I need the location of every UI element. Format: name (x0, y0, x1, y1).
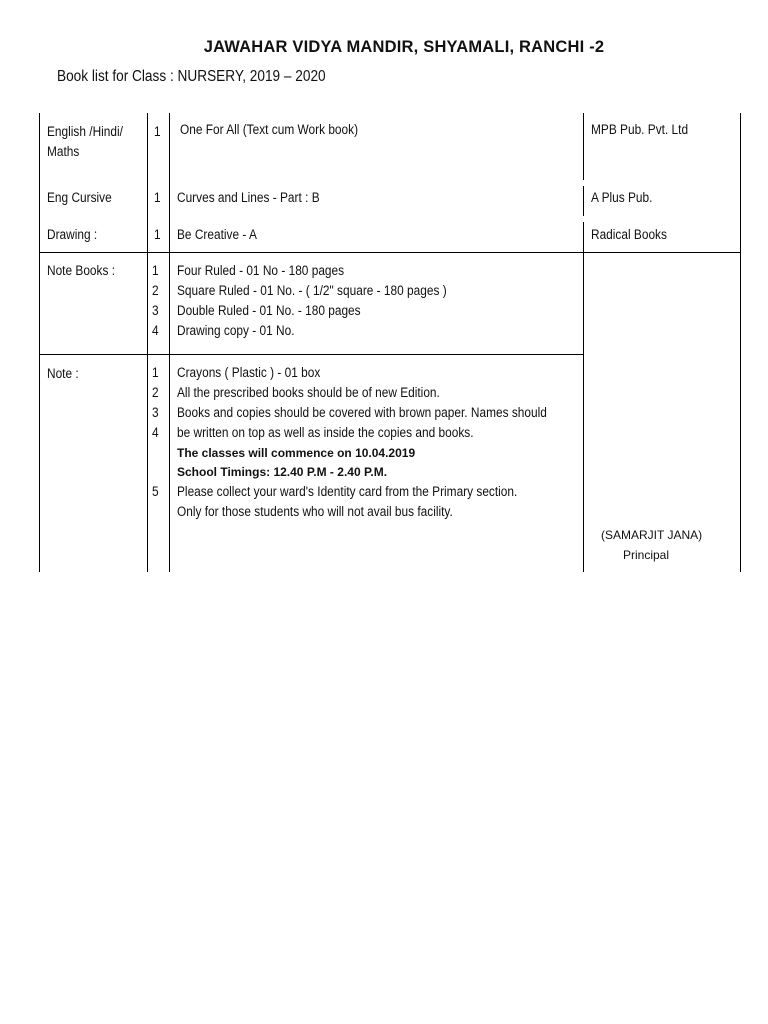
table-row-divider (39, 252, 741, 253)
note-text: Books and copies should be covered with brown paper. Names should (177, 405, 547, 420)
school-timings: School Timings: 12.40 P.M - 2.40 P.M. (177, 465, 388, 479)
book-cell: Double Ruled - 01 No. - 180 pages (177, 303, 361, 318)
number-cell: 1 (154, 227, 161, 242)
table-divider-publisher (583, 113, 584, 180)
book-cell: Square Ruled - 01 No. - ( 1/2" square - 180 pages ) (177, 283, 447, 298)
note-text: be written on top as well as inside the copies and books. (177, 425, 474, 440)
subject-cell: Note : (47, 366, 79, 381)
number-cell: 5 (152, 484, 159, 499)
table-border-left (39, 113, 40, 572)
table-divider-publisher (583, 222, 584, 572)
table-border-right (740, 113, 741, 572)
table-divider-book (169, 113, 170, 572)
number-cell: 2 (152, 283, 159, 298)
table-divider-publisher (583, 186, 584, 216)
number-cell: 3 (152, 405, 159, 420)
book-cell: Drawing copy - 01 No. (177, 323, 295, 338)
table-divider-no (147, 113, 148, 572)
document-title: JAWAHAR VIDYA MANDIR, SHYAMALI, RANCHI -2 (203, 38, 605, 56)
subject-cell: English /Hindi/ (47, 124, 123, 139)
number-cell: 4 (152, 323, 159, 338)
subject-cell: Eng Cursive (47, 190, 112, 205)
note-text: Crayons ( Plastic ) - 01 box (177, 365, 321, 380)
book-cell: Four Ruled - 01 No - 180 pages (177, 263, 345, 278)
book-cell: Be Creative - A (177, 227, 257, 242)
signatory-name: (SAMARJIT JANA) (601, 528, 703, 542)
number-cell: 1 (154, 190, 161, 205)
table-row-divider (39, 354, 584, 355)
subject-cell: Maths (47, 144, 80, 159)
book-cell: Curves and Lines - Part : B (177, 190, 320, 205)
number-cell: 1 (152, 263, 159, 278)
publisher-cell: MPB Pub. Pvt. Ltd (591, 122, 689, 137)
commencement-notice: The classes will commence on 10.04.2019 (177, 446, 416, 460)
book-cell: One For All (Text cum Work book) (180, 122, 359, 137)
signatory-title: Principal (623, 548, 670, 562)
number-cell: 4 (152, 425, 159, 440)
publisher-cell: A Plus Pub. (591, 190, 653, 205)
number-cell: 1 (152, 365, 159, 380)
number-cell: 3 (152, 303, 159, 318)
subject-cell: Note Books : (47, 263, 116, 278)
document-subtitle: Book list for Class : NURSERY, 2019 – 2020 (57, 68, 326, 85)
number-cell: 2 (152, 385, 159, 400)
note-text: All the prescribed books should be of new Edition. (177, 385, 440, 400)
subject-cell: Drawing : (47, 227, 98, 242)
note-text: Please collect your ward's Identity card from the Primary section. (177, 484, 518, 499)
number-cell: 1 (154, 124, 161, 139)
note-text: Only for those students who will not avail bus facility. (177, 504, 453, 519)
publisher-cell: Radical Books (591, 227, 667, 242)
